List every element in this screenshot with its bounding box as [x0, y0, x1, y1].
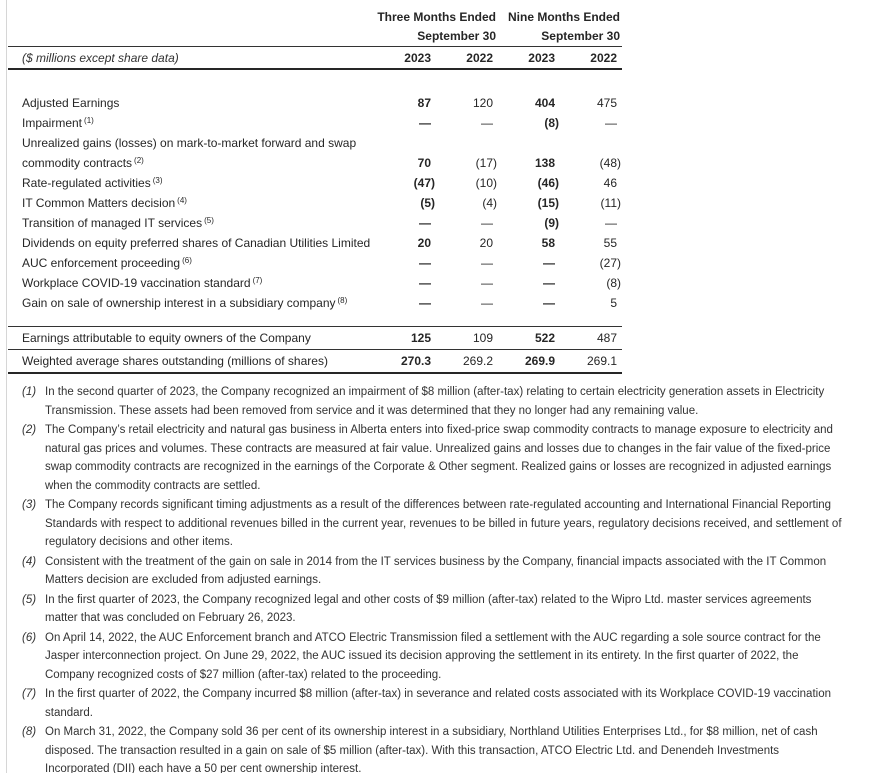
footnote-text: In the first quarter of 2023, the Company recognized legal and other costs of $9 million (after-tax) related to the Wipro Ltd. master services agreements matter that was concluded on February 26, 2023. — [45, 593, 812, 624]
cell-value: — — [605, 116, 617, 130]
cell-value: (15) — [537, 196, 559, 210]
cell-value: (17) — [475, 156, 497, 170]
row-label: Gain on sale of ownership interest in a subsidiary company $^{(8)}$ — [22, 296, 348, 310]
table-row-adjusted-earnings — [8, 93, 622, 113]
cell-value: 125 — [410, 331, 431, 345]
column-group-label: Three Months Ended — [377, 10, 496, 24]
year-column-header: 2023 — [404, 50, 431, 65]
cell-value: (46) — [537, 176, 559, 190]
cell-value: 46 — [603, 176, 617, 190]
footnote-ref: (1) — [84, 116, 94, 125]
row-label: Dividends on equity preferred shares of Canadian Utilities Limited — [22, 236, 371, 250]
document-page — [6, 0, 876, 773]
footnote-text: Consistent with the treatment of the gain on sale in 2014 from the IT services business by the Company, financial impacts associated with the IT Common Matters decision are excluded from adjusted earnings. — [45, 555, 827, 586]
table-row-earnings-attributable — [8, 327, 622, 349]
spacer — [8, 313, 622, 326]
cell-value: (27) — [599, 256, 621, 270]
column-group-three-months — [374, 8, 498, 46]
footnote-ref: (5) — [204, 216, 214, 225]
cell-value: 20 — [479, 236, 493, 250]
column-group-nine-months — [498, 8, 622, 46]
footnote-text: On April 14, 2022, the AUC Enforcement branch and ATCO Electric Transmission filed a settlement with the AUC regarding a sole source contract for the Jasper interconnection project. On June 29, 2022, the AUC issued its decision approving the settlement in its entirety. In the first quarter of 2022, the Company recognized costs of $27 million (after-tax) related to the proceeding. — [45, 631, 821, 681]
cell-value: 475 — [596, 96, 617, 110]
year-column-header: 2022 — [466, 50, 493, 65]
footnote-ref: (8) — [337, 296, 348, 305]
footnote-3 — [22, 496, 846, 552]
footnote-text: The Company records significant timing adjustments as a result of the differences between rate-regulated accounting and International Financial Reporting Standards with respect to additional revenues billed in the current year, revenues to be billed in future years, regulatory decisions received, and settlement of regulatory decisions and other items. — [45, 499, 842, 548]
column-group-sublabel: September 30 — [417, 29, 496, 43]
cell-value: 58 — [541, 236, 555, 250]
cell-value: 138 — [534, 156, 555, 170]
footnote-ref: (4) — [177, 196, 187, 205]
footnote-text: On March 31, 2022, the Company sold 36 per cent of its ownership interest in a subsidiary, Northland Utilities Enterprises Ltd., for $8 million, net of cash disposed. The transaction resulted in a gain on sale of $5 million (after-tax). With this transaction, ATCO Electric Ltd. and Denendeh Investments Incorporated (DII) each have a 50 per cent ownership interest. — [45, 726, 818, 773]
footnote-2 — [22, 421, 846, 495]
cell-value: 269.9 — [524, 354, 555, 368]
cell-value: — — [419, 296, 431, 310]
cell-value: — — [419, 276, 431, 290]
cell-value: (4) — [482, 196, 497, 210]
table-row-preferred-dividends — [8, 233, 622, 253]
table-row-weighted-average-shares — [8, 350, 622, 372]
footnote-marker: (4) — [22, 555, 37, 568]
footnote-6 — [22, 629, 846, 685]
footnote-marker: (8) — [22, 726, 37, 738]
cell-value: (9) — [544, 216, 559, 230]
footnote-marker: (2) — [22, 424, 37, 436]
earnings-table — [8, 8, 622, 374]
cell-value: — — [481, 296, 493, 310]
cell-value: 70 — [417, 156, 431, 170]
cell-value: — — [543, 256, 555, 270]
row-label: AUC enforcement proceeding $^{(6)}$ — [22, 256, 192, 270]
cell-value: (47) — [413, 176, 435, 190]
cell-value: (10) — [475, 176, 497, 190]
footnote-marker: (6) — [22, 631, 37, 644]
cell-value: 120 — [472, 96, 493, 110]
year-column-header: 2022 — [590, 50, 617, 65]
cell-value: — — [481, 276, 493, 290]
cell-value: — — [543, 296, 555, 310]
cell-value: — — [481, 256, 493, 270]
row-label: Adjusted Earnings — [22, 96, 120, 110]
cell-value: — — [543, 276, 555, 290]
table-column-group-header — [8, 8, 622, 46]
footnote-marker: (7) — [22, 688, 37, 700]
footnote-text: In the second quarter of 2023, the Company recognized an impairment of $8 million (after-tax) relating to certain electricity generation assets in Electricity Transmission. These assets had been removed from service and it was determined that they no longer had any remaining value. — [45, 386, 825, 417]
units-label: ($ millions except share data) — [22, 50, 179, 65]
footnote-ref: (2) — [134, 156, 144, 165]
cell-value: 5 — [610, 296, 617, 310]
cell-value: (8) — [606, 276, 621, 290]
footnote-ref: (7) — [252, 276, 263, 285]
cell-value: 522 — [534, 331, 555, 345]
row-label: Workplace COVID-19 vaccination standard $^{(7)}$ — [22, 276, 263, 290]
cell-value: 404 — [534, 96, 555, 110]
cell-value: — — [419, 216, 431, 230]
footnote-1 — [22, 383, 846, 420]
table-row-covid-vaccination — [8, 273, 622, 293]
footnote-4 — [22, 553, 846, 590]
table-row-impairment — [8, 113, 622, 133]
table-row-rate-regulated — [8, 173, 622, 193]
cell-value: 269.2 — [462, 354, 493, 368]
spacer — [8, 70, 622, 93]
cell-value: (48) — [599, 156, 621, 170]
cell-value: — — [481, 116, 493, 130]
table-row-managed-it-services — [8, 213, 622, 233]
cell-value: 269.1 — [586, 354, 617, 368]
cell-value: 487 — [596, 331, 617, 345]
cell-value: — — [419, 256, 431, 270]
cell-value: 270.3 — [400, 354, 431, 368]
footnote-marker: (5) — [22, 593, 37, 606]
row-label: Weighted average shares outstanding (millions of shares) — [22, 354, 328, 368]
footnotes-section — [22, 383, 846, 773]
table-row-auc-enforcement — [8, 253, 622, 273]
footnote-ref: (3) — [152, 176, 163, 185]
cell-value: — — [605, 216, 617, 230]
footnote-marker: (3) — [22, 499, 37, 511]
cell-value: — — [419, 116, 431, 130]
table-row-unrealized-gains — [8, 133, 622, 173]
cell-value: — — [481, 216, 493, 230]
footnote-marker: (1) — [22, 386, 37, 398]
cell-value: 87 — [417, 96, 431, 110]
cell-value: (11) — [600, 196, 621, 210]
row-label: Unrealized gains (losses) on mark-to-market forward and swap commodity contracts $^{(2)}$ — [22, 136, 357, 170]
row-label: Transition of managed IT services $^{(5)}$ — [22, 216, 214, 230]
table-row-it-common-matters — [8, 193, 622, 213]
year-column-header: 2023 — [528, 50, 555, 65]
cell-value: 109 — [472, 331, 493, 345]
column-group-sublabel: September 30 — [541, 29, 620, 43]
row-label: Rate-regulated activities $^{(3)}$ — [22, 176, 163, 190]
table-year-header-row — [8, 47, 622, 68]
cell-value: 20 — [417, 236, 431, 250]
footnote-7 — [22, 685, 846, 722]
footnote-5 — [22, 591, 846, 628]
row-label: Impairment $^{(1)}$ — [22, 116, 94, 130]
cell-value: (5) — [420, 196, 435, 210]
footnote-text: The Company’s retail electricity and natural gas business in Alberta enters into fixed-price swap commodity contracts to manage exposure to electricity and natural gas prices and volumes. These contracts are measured at fair value. Unrealized gains and losses due to changes in the fair value of the fixed-price swap commodity contracts are recognized in the earnings of the Corporate & Other segment. Realized gains or losses are recognized in adjusted earnings when the commodity contracts are settled. — [45, 424, 833, 492]
table-bottom-divider — [8, 372, 622, 374]
cell-value: (8) — [544, 116, 559, 130]
column-group-label: Nine Months Ended — [508, 10, 620, 24]
footnote-ref: (6) — [182, 256, 192, 265]
row-label: IT Common Matters decision $^{(4)}$ — [22, 196, 187, 210]
footnote-8 — [22, 723, 846, 773]
cell-value: 55 — [603, 236, 617, 250]
table-row-gain-on-sale — [8, 293, 622, 313]
footnote-text: In the first quarter of 2022, the Company incurred $8 million (after-tax) in severance and related costs associated with its Workplace COVID-19 vaccination standard. — [45, 688, 831, 719]
header-spacer — [8, 8, 374, 46]
row-label: Earnings attributable to equity owners of the Company — [22, 331, 311, 345]
